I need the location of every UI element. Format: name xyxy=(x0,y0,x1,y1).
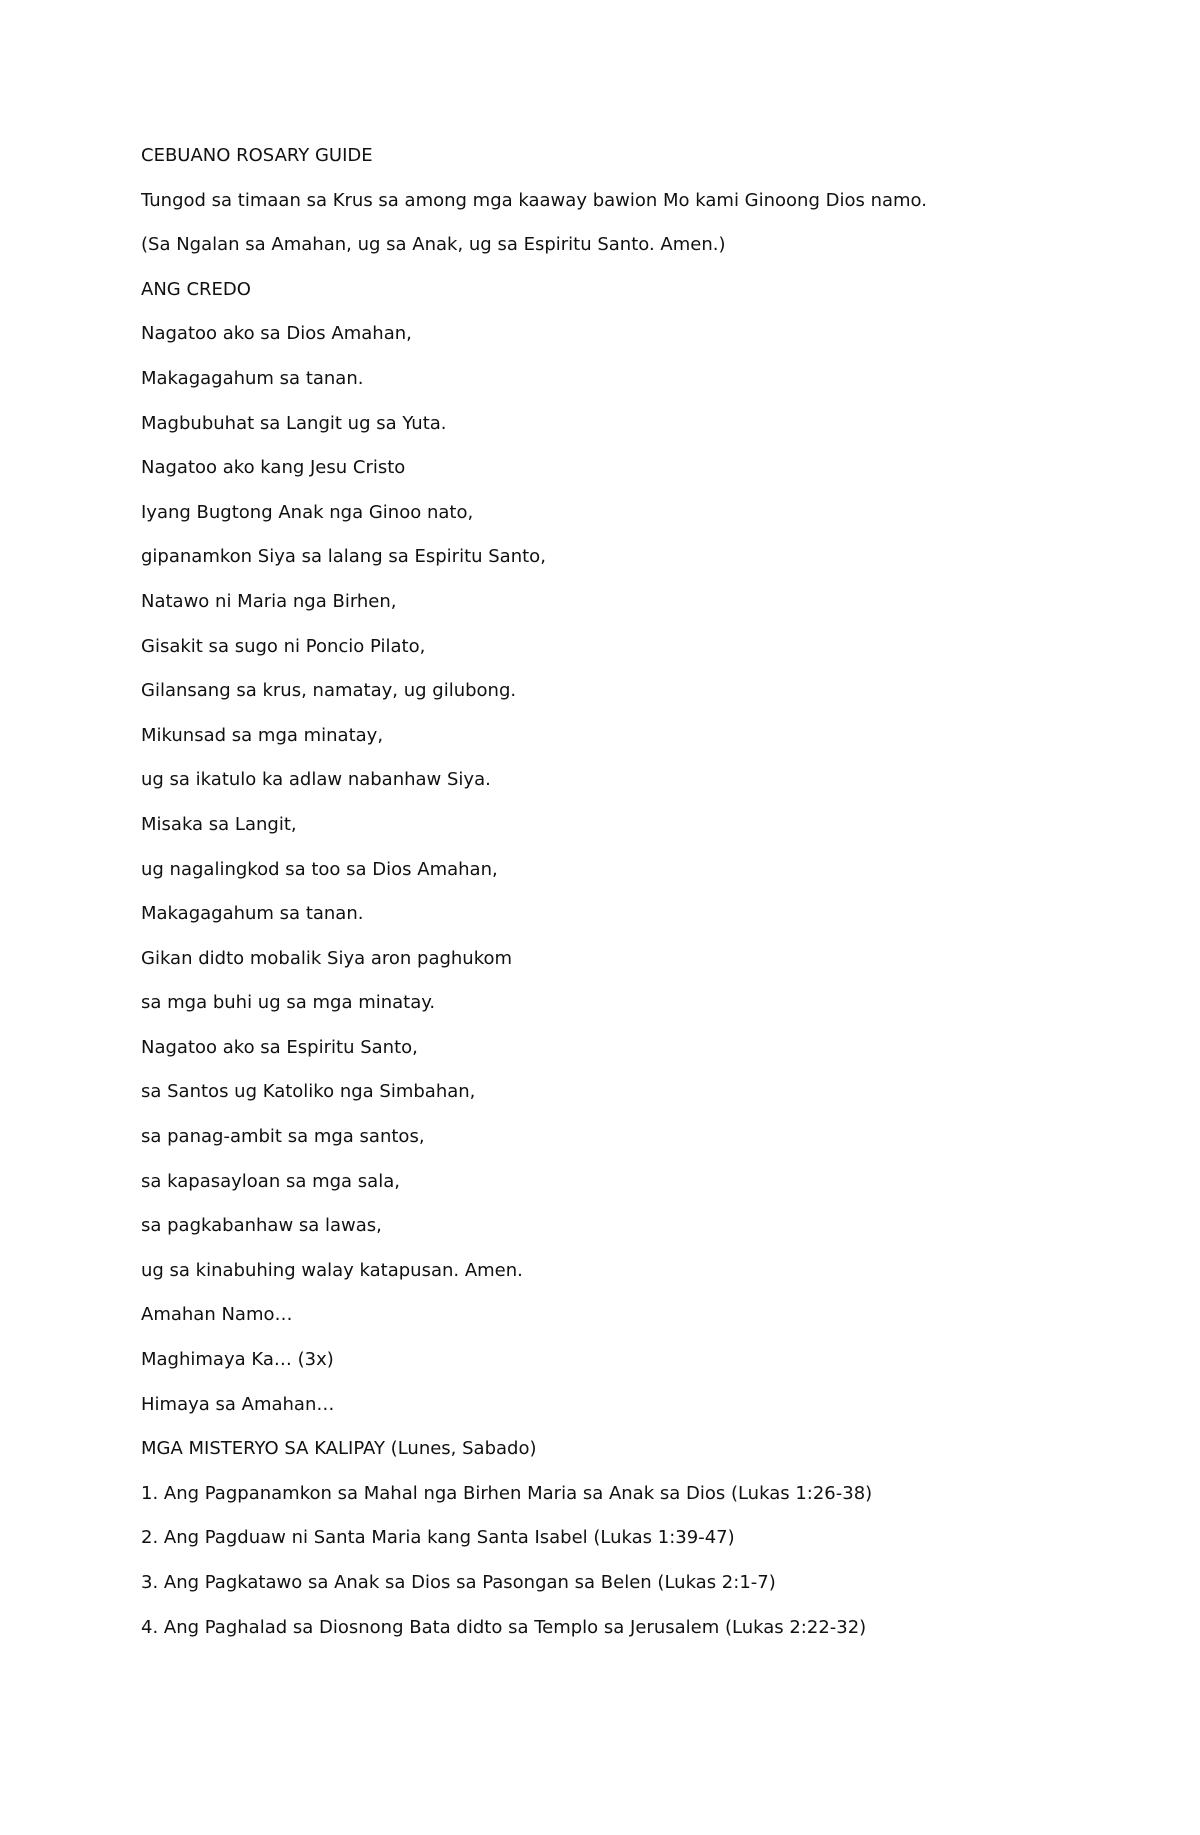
mystery-item: 4. Ang Paghalad sa Diosnong Bata didto sa Templo sa Jerusalem (Lukas 2:22-32) xyxy=(141,1616,867,1638)
prayer-line: sa pagkabanhaw sa lawas, xyxy=(141,1215,382,1237)
sign-of-cross-line: (Sa Ngalan sa Amahan, ug sa Anak, ug sa Espiritu Santo. Amen.) xyxy=(141,234,726,256)
prayer-line: Amahan Namo… xyxy=(141,1304,293,1326)
prayer-line: Nagatoo ako sa Espiritu Santo, xyxy=(141,1036,418,1058)
prayer-line: Natawo ni Maria nga Birhen, xyxy=(141,590,397,612)
prayer-line: Magbubuhat sa Langit ug sa Yuta. xyxy=(141,412,447,434)
section-heading: MGA MISTERYO SA KALIPAY (Lunes, Sabado) xyxy=(141,1438,537,1460)
prayer-line: Nagatoo ako kang Jesu Cristo xyxy=(141,457,406,479)
prayer-line: sa Santos ug Katoliko nga Simbahan, xyxy=(141,1081,476,1103)
prayer-line: sa kapasayloan sa mga sala, xyxy=(141,1170,400,1192)
prayer-line: Mikunsad sa mga minatay, xyxy=(141,724,384,746)
prayer-line: ug sa ikatulo ka adlaw nabanhaw Siya. xyxy=(141,769,491,791)
prayer-line: Misaka sa Langit, xyxy=(141,813,297,835)
prayer-line: Iyang Bugtong Anak nga Ginoo nato, xyxy=(141,501,474,523)
mystery-item: 1. Ang Pagpanamkon sa Mahal nga Birhen Maria sa Anak sa Dios (Lukas 1:26-38) xyxy=(141,1482,873,1504)
prayer-line: Maghimaya Ka… (3x) xyxy=(141,1349,334,1371)
sign-of-cross-line: Tungod sa timaan sa Krus sa among mga kaaway bawion Mo kami Ginoong Dios namo. xyxy=(141,189,927,211)
prayer-line: gipanamkon Siya sa lalang sa Espiritu Santo, xyxy=(141,546,546,568)
mystery-item: 3. Ang Pagkatawo sa Anak sa Dios sa Pasongan sa Belen (Lukas 2:1-7) xyxy=(141,1572,776,1593)
prayer-line: ug sa kinabuhing walay katapusan. Amen. xyxy=(141,1259,523,1281)
prayer-line: sa mga buhi ug sa mga minatay. xyxy=(141,992,436,1014)
prayer-line: Gilansang sa krus, namatay, ug gilubong. xyxy=(141,680,517,702)
prayer-line: Gikan didto mobalik Siya aron paghukom xyxy=(141,947,513,969)
section-heading: ANG CREDO xyxy=(141,278,251,300)
mystery-item: 2. Ang Pagduaw ni Santa Maria kang Santa Isabel (Lukas 1:39-47) xyxy=(141,1527,735,1549)
prayer-line: sa panag-ambit sa mga santos, xyxy=(141,1126,425,1148)
prayer-line: Gisakit sa sugo ni Poncio Pilato, xyxy=(141,635,426,657)
document-title: CEBUANO ROSARY GUIDE xyxy=(141,145,373,166)
prayer-line: Makagagahum sa tanan. xyxy=(141,367,364,389)
prayer-line: Himaya sa Amahan… xyxy=(141,1393,335,1415)
prayer-line: Nagatoo ako sa Dios Amahan, xyxy=(141,323,412,345)
document-body xyxy=(141,144,1101,1660)
prayer-line: Makagagahum sa tanan. xyxy=(141,903,364,925)
prayer-line: ug nagalingkod sa too sa Dios Amahan, xyxy=(141,858,498,880)
